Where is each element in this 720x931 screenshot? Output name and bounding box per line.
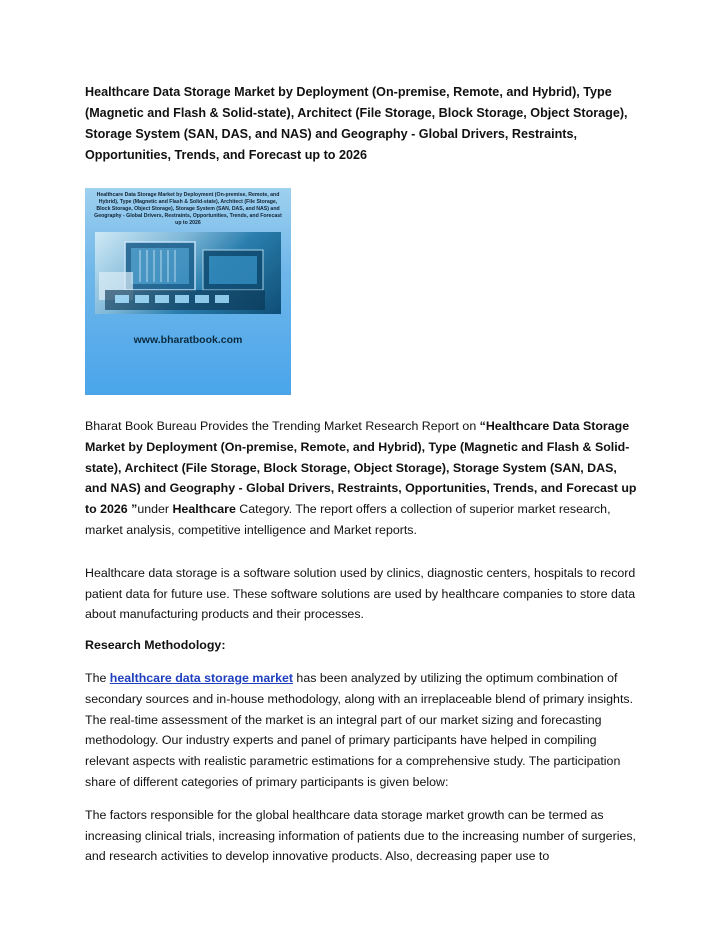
description-paragraph: Healthcare data storage is a software solution used by clinics, diagnostic centers, hospitals to record patient data for future use. These software solutions are used by healthcare companies to store data about manufacturing products and their processes. [85, 565, 636, 622]
intro-paragraph [85, 416, 640, 541]
cover-url: www.bharatbook.com [133, 334, 243, 346]
methodology-prefix: The [85, 670, 110, 685]
cover-title: Healthcare Data Storage Market by Deployment (On-premise, Remote, and Hybrid), Type (Magnetic and Flash & Solid-state), Architect (File Storage, Block Storage, Object Storage), Storage System (SAN, DAS, and NAS) and Geography - Global Drivers, Restraints, Opportunities, Trends, and Forecast up to 2026 [94, 192, 282, 226]
growth-factors-paragraph: The factors responsible for the global healthcare data storage market growth can be termed as increasing clinical trials, increasing information of patients due to the increasing number of surgeries, and research activities to develop innovative products. Also, decreasing paper use to [85, 807, 636, 864]
cover-photo [95, 232, 281, 314]
document-title: Healthcare Data Storage Market by Deployment (On-premise, Remote, and Hybrid), Type (Magnetic and Flash & Solid-state), Architect (File Storage, Block Storage, Object Storage), Storage System (SAN, DAS, and NAS) and Geography - Global Drivers, Restraints, Opportunities, Trends, and Forecast up to 2026 [85, 85, 628, 162]
methodology-paragraph [85, 668, 640, 793]
report-cover-image [85, 188, 291, 395]
methodology-heading: Research Methodology: [85, 638, 226, 653]
methodology-text: has been analyzed by utilizing the optimum combination of secondary sources and in-house methodology, along with an irreplaceable blend of primary insights. The real-time assessment of the market is an integral part of our market sizing and forecasting methodology. Our industry experts and panel of primary participants have helped in compiling relevant aspects with realistic parametric estimations for a comprehensive study. The participation share of different categories of primary participants is given below: [85, 670, 634, 789]
intro-prefix: Bharat Book Bureau Provides the Trending Market Research Report on [85, 419, 480, 433]
intro-suffix: Category. The report offers a collection of superior market research, market analysis, competitive intelligence and Market reports. [85, 502, 611, 537]
intro-under: under [137, 502, 173, 517]
intro-category: Healthcare [172, 502, 236, 517]
intro-report-title: “Healthcare Data Storage Market by Deployment (On-premise, Remote, and Hybrid), Type (Magnetic and Flash & Solid-state), Architect (File Storage, Block Storage, Object Storage), Storage System (SAN, DAS, and NAS) and Geography - Global Drivers, Restraints, Opportunities, Trends, and Forecast up to 2026 ” [85, 419, 637, 517]
market-link[interactable]: healthcare data storage market [109, 670, 293, 685]
document-content [85, 82, 640, 867]
